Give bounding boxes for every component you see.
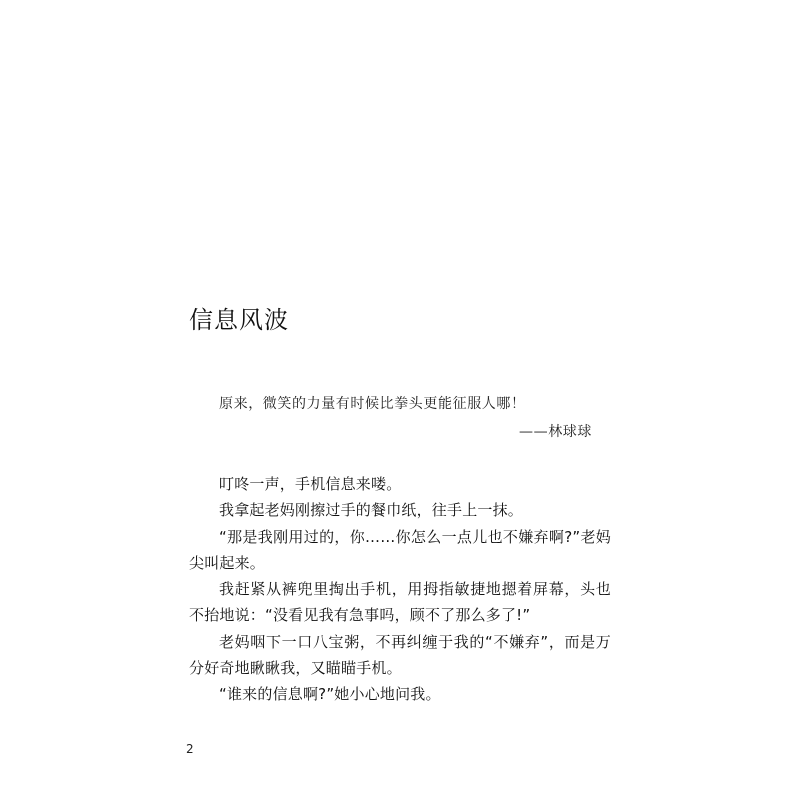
paragraph: 叮咚一声，手机信息来喽。 <box>219 475 402 493</box>
page-number: 2 <box>186 742 194 756</box>
paragraph: 我拿起老妈刚擦过手的餐巾纸，往手上一抹。 <box>219 501 524 520</box>
epigraph-author: ——林球球 <box>519 424 592 440</box>
paragraph: “那是我刚用过的，你……你怎么一点儿也不嫌弃啊?”老妈尖叫起来。 <box>189 527 611 572</box>
paragraph: 我赶紧从裤兜里掏出手机，用拇指敏捷地摁着屏幕，头也不抬地说：“没看见我有急事吗，顾不了那么多了!” <box>189 580 611 625</box>
epigraph-quote: 原来，微笑的力量有时候比拳头更能征服人哪！ <box>219 396 526 412</box>
paragraph: 老妈咽下一口八宝粥，不再纠缠于我的“不嫌弃”，而是万分好奇地瞅瞅我，又瞄瞄手机。 <box>189 632 611 678</box>
paragraph: “谁来的信息啊?”她小心地问我。 <box>219 685 441 704</box>
epigraph <box>219 394 609 440</box>
body-text <box>189 471 611 708</box>
chapter-title: 信息风波 <box>189 306 289 334</box>
